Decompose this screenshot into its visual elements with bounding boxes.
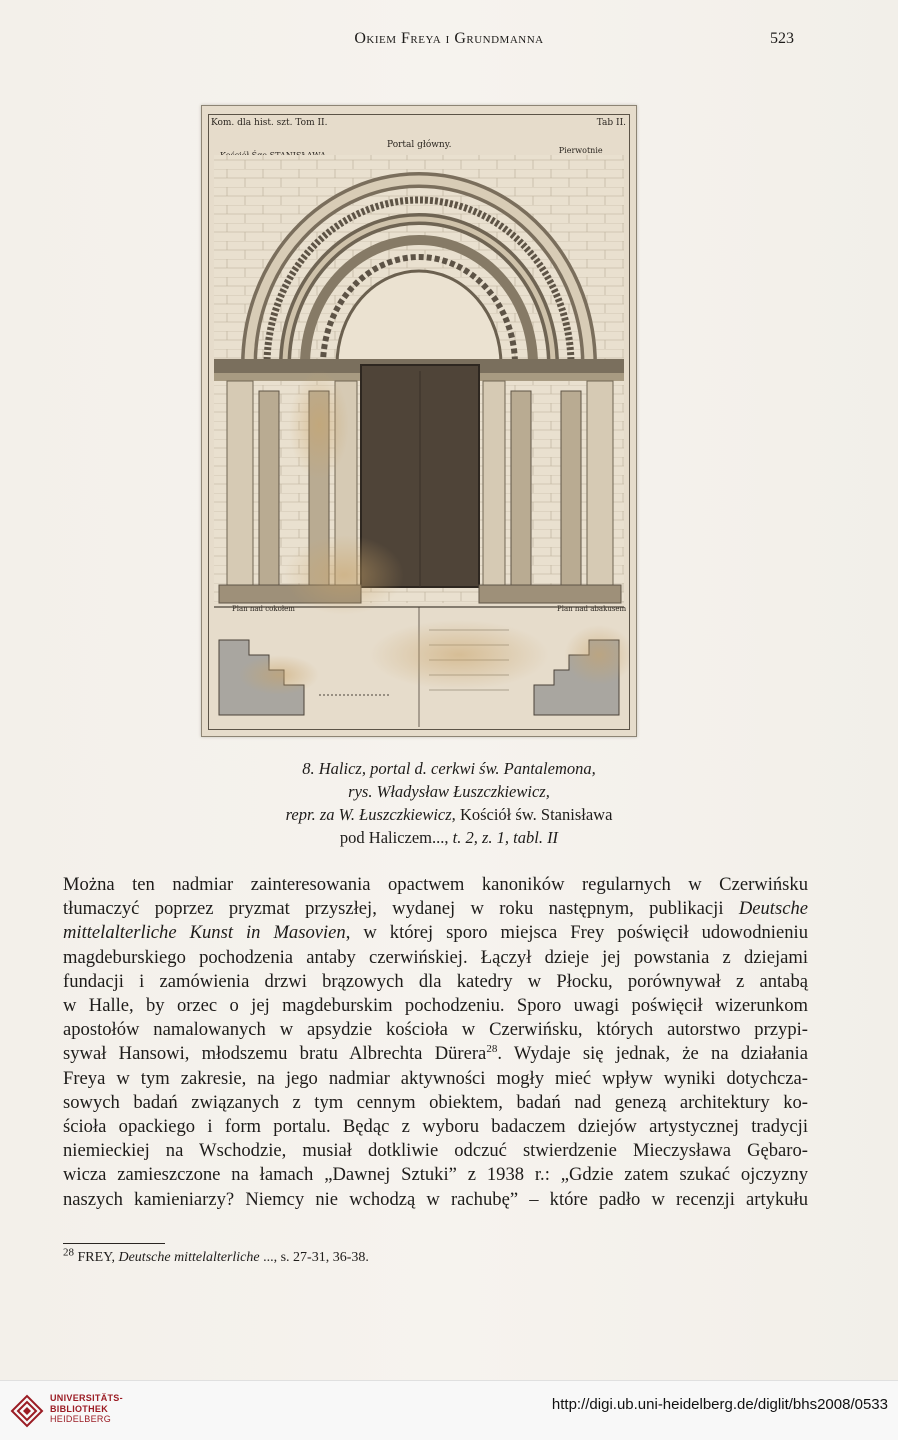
- permalink-url[interactable]: http://digi.ub.uni-heidelberg.de/diglit/bhs2008/0533: [551, 1396, 888, 1413]
- plate-series-label: Kom. dla hist. szt. Tom II.: [211, 118, 328, 128]
- left-jamb: [227, 381, 253, 587]
- right-inner-column: [511, 391, 531, 587]
- caption-line-3-normal: Kościół św. Stanisława: [455, 805, 613, 824]
- plan-left-label: Plan nad cokołem: [232, 605, 295, 613]
- text-line: ścioła opackiego i form portalu. Będąc z wyboru badaczem dziejów artystycznej tradycji: [63, 1116, 808, 1138]
- text-line: apostołów namalowanych w apsydzie kościoła w Czerwińsku, których autorstwo przypi-: [63, 1019, 808, 1041]
- caption-line-1: 8. Halicz, portal d. cerkwi św. Pantalemona,: [302, 759, 596, 778]
- footnote-number: 28: [63, 1246, 74, 1259]
- plan-right-label: Plan nad abakusem: [557, 605, 627, 613]
- figure-caption: [0, 757, 898, 849]
- footnote-title: Deutsche mittelalterliche: [118, 1250, 260, 1265]
- caption-line-3-italic: repr. za W. Łuszczkiewicz,: [285, 805, 456, 824]
- right-jamb: [483, 381, 505, 587]
- text-line: fundacji i zamówienia drzwi brązowych dla katedry w Płocku, porównywał z antabą: [63, 970, 808, 992]
- footnote: $^{28}$ FREY, Deutsche mittelalterliche ..., s. 27-31, 36-38.: [63, 1246, 369, 1265]
- text-line: mittelalterliche Kunst in Masovien, w której sporo miejsca Frey poświęcił udowodnieniu: [63, 922, 808, 944]
- left-outer-column: [259, 391, 279, 587]
- footnote-rule: [63, 1243, 165, 1244]
- origin-line: Pierwotnie: [558, 146, 603, 155]
- running-head: Okiem Freya i Grundmanna: [354, 30, 544, 47]
- text-line: tłumaczyć poprzez pryzmat przyszłej, wydanej w roku następnym, publikacji Deutsche: [63, 898, 809, 920]
- university-library-logo-icon: [10, 1393, 44, 1429]
- text-line: w Halle, by orzec o jej magdeburskim pochodzeniu. Sporo uwagi poświęcił wizerunkom: [63, 995, 808, 1017]
- library-footer: [0, 1380, 898, 1440]
- text-line: sywał Hansowi, młodszemu bratu Albrechta Dürera$^{28}$. Wydaje się jednak, że na działania: [63, 1043, 808, 1065]
- right-outer-column: [561, 391, 581, 587]
- book-title-part-2: mittelalterliche Kunst in Masovien: [63, 922, 346, 944]
- text-line: niemieckiej na Wschodzie, musiał dotkliwie odczuć stwierdzenie Mieczysława Gębaro-: [63, 1140, 808, 1162]
- footnote-ref[interactable]: 28: [486, 1043, 498, 1056]
- caption-line-4-italic: t. 2, z. 1, tabl. II: [452, 828, 559, 847]
- book-title-part-1: Deutsche: [738, 898, 809, 920]
- text-line: Można ten nadmiar zainteresowania opactwem kanoników regularnych w Czerwińsku: [63, 874, 808, 895]
- text-line: sowych badań związanych z tym cennym obiektem, badań nad genezą architektury ko-: [63, 1091, 808, 1113]
- body-paragraph: [63, 873, 808, 1212]
- caption-line-2: rys. Władysław Łuszczkiewicz,: [348, 782, 550, 801]
- text-line: magdeburskiego pochodzenia antaby czerwińskiej. Łączył dzieje jej powstania z dziejami: [63, 946, 808, 968]
- portal-drawing: [209, 115, 629, 729]
- right-plinth: [479, 585, 621, 603]
- text-line: Freya w tym zakresie, na jego nadmiar aktywności mogły mieć wpływ wyniki dotychcza-: [63, 1067, 808, 1089]
- plate-title: Portal główny.: [387, 140, 452, 150]
- text-line: wicza zamieszczone na łamach „Dawnej Sztuki” z 1938 r.: „Gdzie zatem szukać ojczyzny: [63, 1164, 808, 1186]
- library-name: UNIVERSITÄTS- BIBLIOTHEK HEIDELBERG: [50, 1393, 123, 1424]
- portal-engraving-plate: [201, 105, 637, 737]
- plate-table-label: Tab II.: [596, 118, 626, 128]
- caption-line-4-normal: pod Haliczem...,: [339, 828, 453, 847]
- page-number: 523: [770, 30, 794, 47]
- text-line: naszych kamieniarzy? Niemcy nie wchodzą w rachubę” – które padło w recenzji artykułu: [63, 1188, 808, 1210]
